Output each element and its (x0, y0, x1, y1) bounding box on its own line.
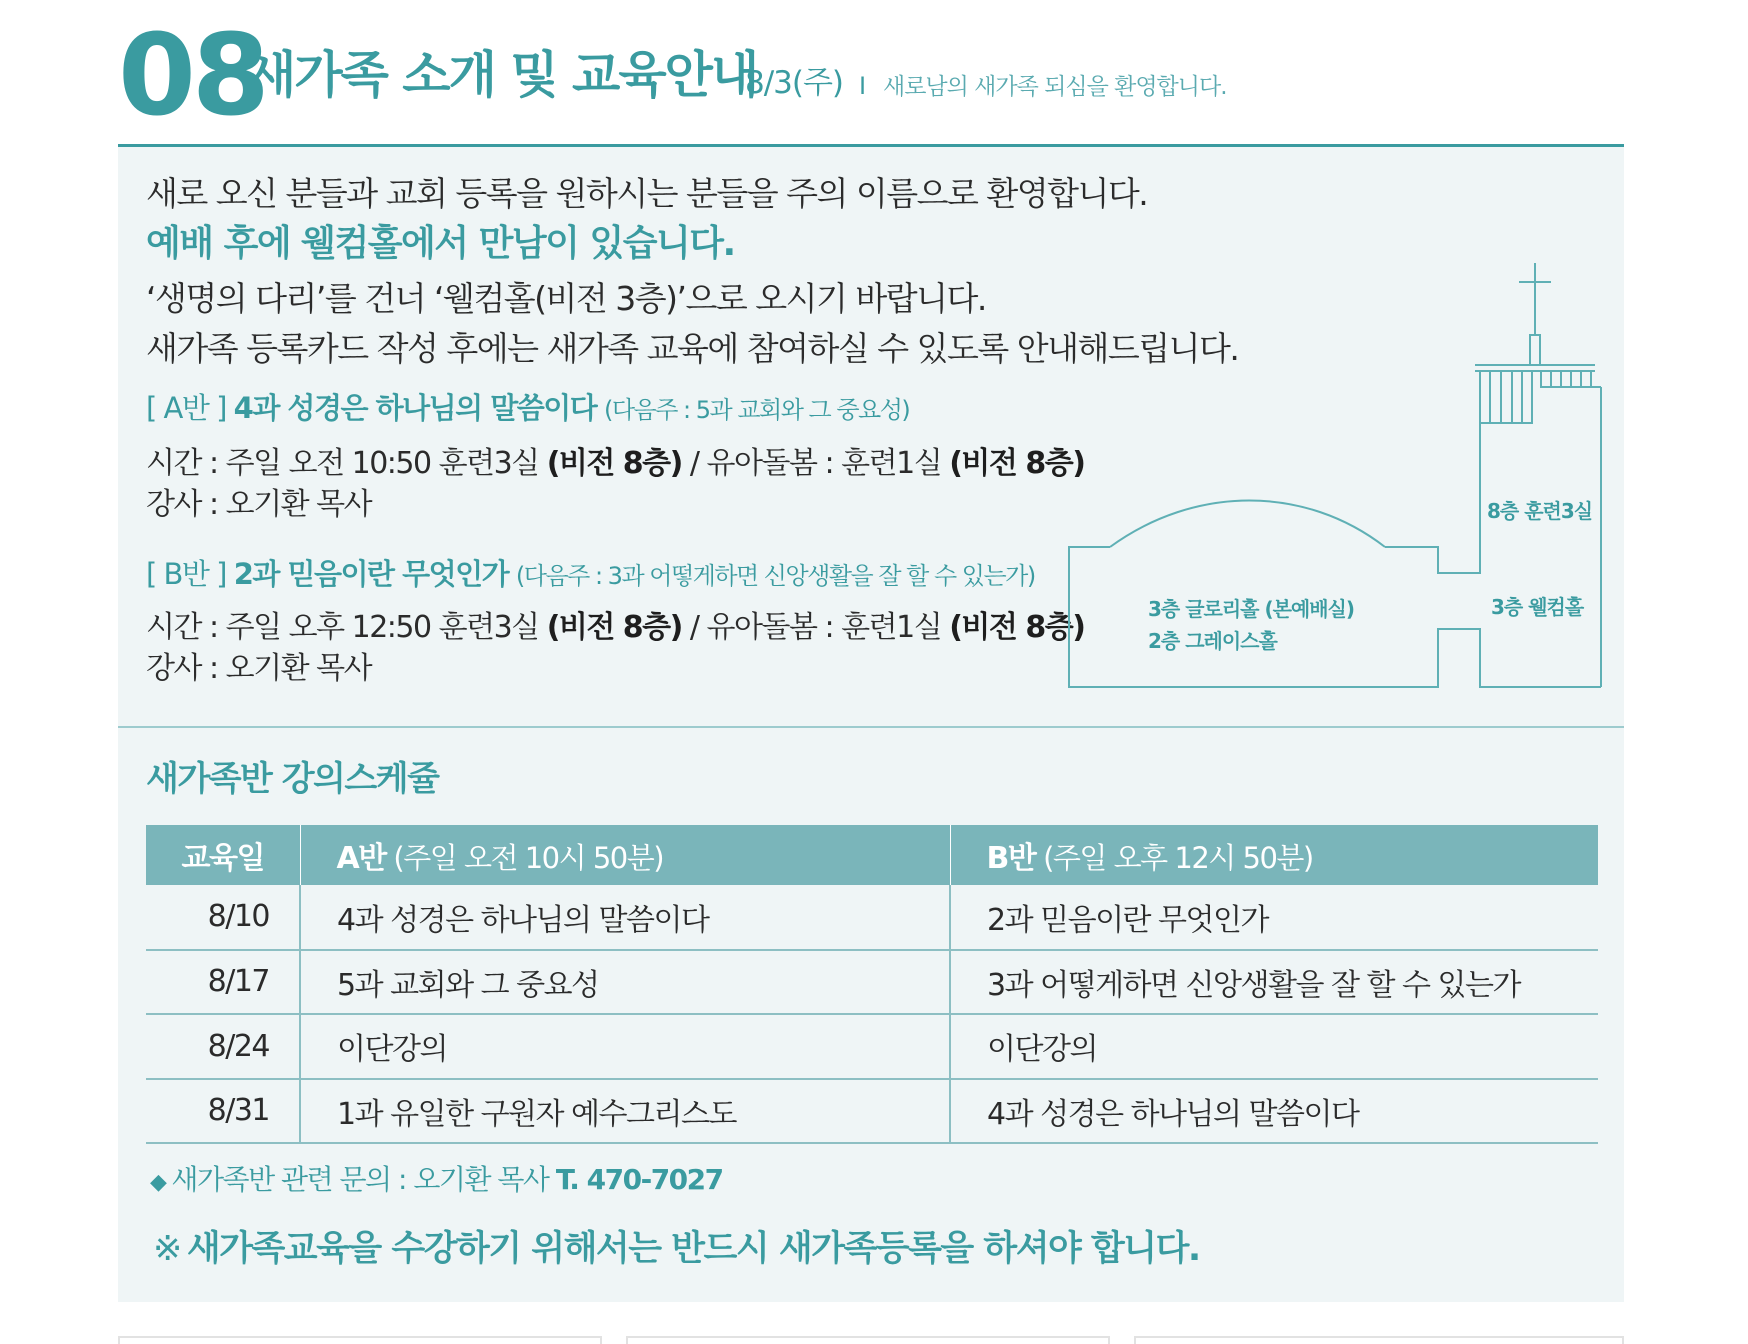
row-date: 8/31 (146, 1079, 300, 1144)
intro-directions: ‘생명의 다리’를 건너 ‘웰컴홀(비전 3층)’으로 오시기 바랍니다. (146, 279, 986, 318)
intro-welcome: 새로 오신 분들과 교회 등록을 원하시는 분들을 주의 이름으로 환영합니다. (146, 174, 1148, 213)
row-class-b: 이단강의 (950, 1014, 1598, 1079)
section-date: 8/3(주) (745, 65, 844, 101)
row-class-a: 4과 성경은 하나님의 말씀이다 (300, 885, 950, 950)
registration-notice (153, 1229, 1200, 1269)
class-b-heading (146, 557, 1035, 591)
class-b-care-place: (비전 8층) (949, 610, 1085, 645)
class-a-time (146, 446, 1085, 481)
class-a-care-place: (비전 8층) (949, 446, 1085, 481)
schedule-table (146, 825, 1598, 1144)
row-date: 8/10 (146, 885, 300, 950)
class-b-time-text: 시간 : 주일 오후 12:50 훈련3실 (146, 610, 547, 645)
class-a-heading (146, 391, 910, 425)
class-a-time-place: (비전 8층) (546, 446, 682, 481)
class-b-next: (다음주 : 3과 어떻게하면 신앙생활을 잘 할 수 있는가) (515, 562, 1035, 590)
schedule-title: 새가족반 강의스케쥴 (146, 759, 439, 799)
label-3f-welcome: 3층 웰컴홀 (1491, 595, 1584, 619)
class-a-care-text: / 유아돌봄 : 훈련1실 (681, 446, 950, 481)
table-row (146, 950, 1598, 1015)
row-class-a: 1과 유일한 구원자 예수그리스도 (300, 1079, 950, 1144)
row-date: 8/24 (146, 1014, 300, 1079)
class-a-next: (다음주 : 5과 교회와 그 중요성) (604, 396, 910, 424)
schedule-header-row (146, 825, 1598, 885)
section-title: 새가족 소개 및 교육안내 (248, 46, 758, 104)
next-section-box-2 (626, 1336, 1110, 1344)
row-date: 8/17 (146, 950, 300, 1015)
class-b-teacher: 강사 : 오기환 목사 (146, 651, 372, 686)
row-class-b: 3과 어떻게하면 신앙생활을 잘 할 수 있는가 (950, 950, 1598, 1015)
col-header-b-time: (주일 오후 12시 50분) (1035, 841, 1313, 875)
row-class-b: 4과 성경은 하나님의 말씀이다 (950, 1079, 1598, 1144)
class-b-care-text: / 유아돌봄 : 훈련1실 (681, 610, 950, 645)
inquiry-text: 새가족반 관련 문의 : 오기환 목사 (171, 1163, 556, 1196)
header-separator: I (859, 72, 867, 100)
row-class-a: 5과 교회와 그 중요성 (300, 950, 950, 1015)
col-header-b-main: B반 (986, 841, 1036, 876)
table-row (146, 1079, 1598, 1144)
building-diagram (1065, 255, 1625, 695)
row-class-a: 이단강의 (300, 1014, 950, 1079)
inquiry-line (150, 1163, 723, 1196)
class-a-bracket: [ A반 ] (146, 391, 226, 425)
class-b-time (146, 610, 1085, 645)
intro-highlight: 예배 후에 웰컴홀에서 만남이 있습니다. (146, 223, 735, 264)
table-row (146, 885, 1598, 950)
label-3f-glory: 3층 글로리홀 (본예배실) (1148, 597, 1355, 621)
col-header-date: 교육일 (146, 825, 300, 885)
notice-text: 새가족교육을 수강하기 위해서는 반드시 새가족등록을 하셔야 합니다. (186, 1229, 1200, 1269)
intro-registration: 새가족 등록카드 작성 후에는 새가족 교육에 참여하실 수 있도록 안내해드립니다. (146, 329, 1239, 368)
class-b-bracket: [ B반 ] (146, 557, 226, 591)
section-subtitle: 새로남의 새가족 되심을 환영합니다. (883, 74, 1227, 100)
section-number: 08 (118, 11, 266, 141)
diamond-bullet-icon: ◆ (150, 1170, 166, 1195)
table-row (146, 1014, 1598, 1079)
inquiry-phone: T. 470-7027 (555, 1163, 723, 1196)
class-b-topic: 2과 믿음이란 무엇인가 (233, 557, 509, 591)
next-section-box-3 (1134, 1336, 1624, 1344)
col-header-a (300, 825, 950, 885)
row-class-b: 2과 믿음이란 무엇인가 (950, 885, 1598, 950)
class-a-topic: 4과 성경은 하나님의 말씀이다 (233, 391, 597, 425)
class-b-time-place: (비전 8층) (546, 610, 682, 645)
col-header-a-time: (주일 오전 10시 50분) (385, 841, 664, 875)
label-2f-grace: 2층 그레이스홀 (1148, 629, 1277, 653)
next-section-box-1 (118, 1336, 602, 1344)
class-a-time-text: 시간 : 주일 오전 10:50 훈련3실 (146, 446, 547, 481)
section-divider (118, 726, 1624, 728)
label-8f-training: 8층 훈련3실 (1487, 499, 1593, 523)
col-header-a-main: A반 (336, 841, 386, 876)
col-header-b (950, 825, 1598, 885)
class-a-teacher: 강사 : 오기환 목사 (146, 487, 372, 522)
reference-mark-icon: ※ (153, 1229, 181, 1269)
section-header (118, 11, 1624, 146)
